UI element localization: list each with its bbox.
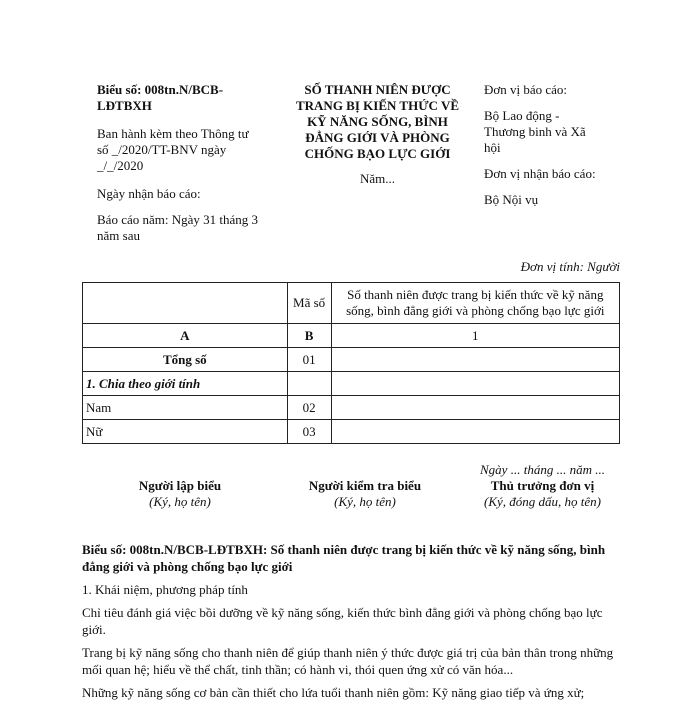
row-name: 1. Chia theo giới tính [83, 372, 288, 396]
paragraph: Chỉ tiêu đánh giá việc bồi dưỡng về kỹ năng sống, kiến thức bình đẳng giới và phòng chống bạo lực giới. [82, 605, 603, 637]
row-code [287, 372, 331, 396]
row-name: Tổng số [83, 348, 288, 372]
checker-note: (Ký, họ tên) [334, 494, 396, 509]
report-year: Năm... [359, 171, 396, 186]
paragraph: Trang bị kỹ năng sống cho thanh niên để giúp thanh niên ý thức được giá trị của bản thân trong những mối quan hệ; hiểu về thể chất, tinh thần; có hành vi, thói quen ứng xử có văn hóa... [82, 645, 614, 677]
title-line2: TRANG BỊ KIẾN THỨC VỀ [295, 98, 459, 113]
form-code-line2: LĐTBXH [97, 98, 152, 113]
issued-line1: Ban hành kèm theo Thông tư [97, 126, 249, 141]
header-right [484, 82, 634, 208]
table-row [83, 420, 620, 444]
table-row [83, 348, 620, 372]
row-value[interactable] [331, 372, 619, 396]
title-line3: KỸ NĂNG SỐNG, BÌNH [307, 114, 448, 129]
row-value[interactable] [331, 396, 619, 420]
row-value[interactable] [331, 420, 619, 444]
row-value[interactable] [331, 348, 619, 372]
explanation-section [82, 541, 620, 707]
report-year-line1: Báo cáo năm: Ngày 31 tháng 3 [97, 212, 259, 227]
head-note: (Ký, đóng dấu, họ tên) [484, 494, 601, 509]
receiving-unit: Bộ Nội vụ [484, 192, 539, 207]
row-name: Nam [83, 396, 288, 420]
header-value-line2: sống, bình đẳng giới và phòng chống bạo lực giới [346, 303, 605, 318]
head-title: Thủ trưởng đơn vị [490, 478, 595, 493]
section-heading: 1. Khái niệm, phương pháp tính [82, 582, 248, 597]
title-line1: SỐ THANH NIÊN ĐƯỢC [304, 82, 451, 97]
report-table [82, 282, 620, 444]
header-cell-value [331, 283, 619, 324]
received-date: Ngày nhận báo cáo: [97, 186, 201, 201]
header-value-line1: Số thanh niên được trang bị kiến thức về kỹ năng [347, 287, 604, 302]
signature-preparer [110, 478, 250, 510]
preparer-note: (Ký, họ tên) [149, 494, 211, 509]
table-row [83, 396, 620, 420]
paragraph: Những kỹ năng sống cơ bản cần thiết cho lứa tuổi thanh niên gồm: Kỹ năng giao tiếp và ứng xử; [82, 685, 585, 700]
reporting-unit-line3: hội [484, 140, 501, 155]
row-code: 02 [287, 396, 331, 420]
report-year-line2: năm sau [97, 228, 140, 243]
signature-head [465, 478, 620, 510]
header-cell-code: Mã số [287, 283, 331, 324]
signature-checker [290, 478, 440, 510]
header-title-block [290, 82, 465, 187]
issued-line3: _/_/2020 [97, 158, 144, 173]
checker-title: Người kiểm tra biểu [308, 478, 422, 493]
table-row [83, 372, 620, 396]
row-name: Nữ [83, 420, 288, 444]
row-code: 03 [287, 420, 331, 444]
form-code-line1: Biểu số: 008tn.N/BCB- [97, 82, 224, 97]
label-cell-b: B [287, 324, 331, 348]
header-left [97, 82, 282, 244]
label-cell-c: 1 [331, 324, 619, 348]
explanation-heading: Biểu số: 008tn.N/BCB-LĐTBXH: Số thanh niên được trang bị kiến thức về kỹ năng sống, bình đẳng giới và phòng chống bạo lực giới [82, 542, 606, 574]
table-label-row [83, 324, 620, 348]
receiving-unit-label: Đơn vị nhận báo cáo: [484, 166, 596, 181]
preparer-title: Người lập biểu [138, 478, 222, 493]
signature-date: Ngày ... tháng ... năm ... [480, 462, 605, 477]
title-line4: ĐẲNG GIỚI VÀ PHÒNG [305, 130, 450, 145]
header-cell-name [83, 283, 288, 324]
title-line5: CHỐNG BẠO LỰC GIỚI [304, 146, 451, 161]
issued-line2: số _/2020/TT-BNV ngày [97, 142, 227, 157]
unit-note: Đơn vị tính: Người [520, 259, 620, 274]
label-cell-a: A [83, 324, 288, 348]
reporting-unit-label: Đơn vị báo cáo: [484, 82, 568, 97]
row-code: 01 [287, 348, 331, 372]
reporting-unit-line2: Thương binh và Xã [484, 124, 586, 139]
table-header-row [83, 283, 620, 324]
reporting-unit-line1: Bộ Lao động - [484, 108, 560, 123]
